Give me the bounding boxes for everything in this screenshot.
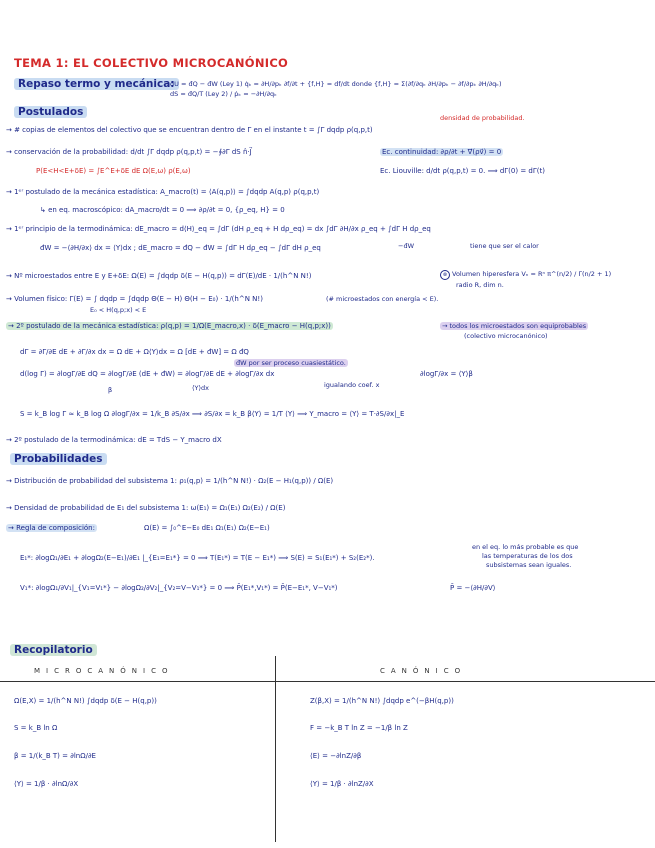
- entropy-eq: S = k_B log Γ ≈ k_B log Ω ∂logΓ/∂x = 1/k_B ∂S/∂x ⟹ ∂S/∂x = k_B β⟨Y⟩ = 1/T ⟨Y⟩ ⟹ Y_macro = ⟨Y⟩ = T·∂S/∂x|_E: [20, 410, 405, 418]
- n-microestados: → Nº microestados entre E y E+δE: Ω(E) = ∫dqdp δ(E − H(q,p)) = dΓ(E)/dE · 1/(h^N N!): [6, 272, 312, 280]
- canon-formula-y: ⟨Y⟩ = 1/β · ∂lnZ/∂X: [310, 780, 374, 788]
- regla-composicion: → Regla de composición:: [8, 524, 95, 532]
- recopilatorio-heading: Recopilatorio: [10, 644, 97, 656]
- micro-column-header: MICROCANÓNICO: [34, 667, 174, 675]
- dw-equation: đW = −⟨∂H/∂x⟩ dx = ⟨Y⟩dx ; dE_macro = đQ − đW = ∫dΓ H dρ_eq − ∫dΓ dH ρ_eq: [40, 244, 321, 252]
- equiprobables: → todos los microestados son equiprobables: [442, 322, 587, 330]
- radio-dim: radio R, dim n.: [456, 281, 504, 289]
- densidad-label: densidad de probabilidad.: [440, 114, 525, 122]
- densidad-e1: → Densidad de probabilidad de E₁ del subsistema 1: ω(E₁) = Ω₁(E₁) Ω₂(E₂) / Ω(E): [6, 504, 286, 512]
- probabilidades-heading: Probabilidades: [10, 453, 107, 465]
- conservacion-line: → conservación de la probabilidad: d/dt ∫Γ dqdp ρ(q,p,t) = −∮∂Γ dS n̂·J⃗: [6, 148, 252, 156]
- igualando-label: igualando coef. x: [324, 381, 380, 389]
- minus-dw: −đW: [398, 242, 414, 250]
- dlog-eq: d(log Γ) = ∂logΓ/∂E dQ = ∂logΓ/∂E (dE + đW) = ∂logΓ/∂E dE + ∂logΓ/∂x dx: [20, 370, 275, 378]
- circle-marker-icon: ⊗: [440, 270, 450, 280]
- header-divider: [0, 681, 655, 682]
- distribucion-line: → Distribución de probabilidad del subsistema 1: ρ₁(q,p) = 1/(h^N N!) · Ω₂(E − H₁(q,p)) / Ω(E): [6, 477, 334, 485]
- tiene-calor: tiene que ser el calor: [470, 242, 539, 250]
- postulado-2-termo: → 2º postulado de la termodinámica: dE = TdS − Y_macro dX: [6, 436, 222, 444]
- repaso-heading: Repaso termo y mecánica:: [14, 78, 179, 90]
- dw-reversible: đW por ser proceso cuasiestático.: [236, 359, 346, 367]
- canon-formula-z: Z(β,X) = 1/(h^N N!) ∫dqdp e^(−βH(q,p)): [310, 697, 454, 705]
- repaso-line-2: dS = đQ/T (Ley 2) / ṗₖ = −∂H/∂qₖ: [170, 90, 277, 98]
- column-divider: [275, 656, 276, 842]
- v1-star-eq: V₁*: ∂logΩ₁/∂V₁|_{V₁=V₁*} − ∂logΩ₂/∂V₂|_{V₂=V−V₁*} = 0 ⟹ P̄(E₁*,V₁*) = P̄(E−E₁*, V−V₁*): [20, 584, 338, 592]
- num-microestados: (# microestados con energía < E).: [326, 295, 439, 303]
- volumen-subscript: E₀ < H(q,p;x) < E: [90, 306, 147, 314]
- postulados-heading: Postulados: [14, 106, 87, 118]
- regla-eq: Ω(E) = ∫₀^E−E₀ dE₁ Ω₁(E₁) Ω₂(E−E₁): [144, 524, 270, 532]
- canon-column-header: CANÓNICO: [380, 667, 467, 675]
- canon-formula-f: F = −k_B T ln Z = −1/β ln Z: [310, 724, 408, 732]
- postulado-2: → 2º postulado de la mecánica estadística: ρ(q,p) = 1/Ω(E_macro,x) · δ(E_macro − H(q,p;x)): [8, 322, 331, 330]
- colectivo-label: (colectivo microcanónico): [464, 332, 548, 340]
- micro-formula-beta: β = 1/(k_B T) = ∂lnΩ/∂E: [14, 752, 96, 760]
- micro-formula-y: ⟨Y⟩ = 1/β · ∂lnΩ/∂X: [14, 780, 79, 788]
- page-title: TEMA 1: EL COLECTIVO MICROCANÓNICO: [14, 56, 289, 70]
- repaso-line-1: dU = đQ − đW (Ley 1) q̇ₖ = ∂H/∂pₖ ∂f/∂t + {f,H} = df/dt donde {f,H} = Σ(∂f/∂qₖ ∂H/∂pₖ − ∂f/∂pₖ ∂H/∂qₖ): [170, 80, 502, 88]
- volumen-fisico: → Volumen físico: Γ(E) = ∫ dqdp = ∫dqdp Θ(E − H) Θ(H − E₀) · 1/(h^N N!): [6, 295, 263, 303]
- volumen-hiperesfera: ⊗ Volumen hiperesfera Vₙ = Rⁿ π^(n/2) / Γ(n/2 + 1): [440, 270, 611, 280]
- copias-line: → # copias de elementos del colectivo que se encuentran dentro de Γ en el instante t = ∫Γ dqdp ρ(q,p,t): [6, 126, 373, 134]
- e1-star-eq: E₁*: ∂logΩ₁/∂E₁ + ∂logΩ₂(E−E₁)/∂E₁ |_{E₁=E₁*} = 0 ⟹ T(E₁*) = T(E − E₁*) ⟹ S(E) = S₁(E₁*) + S₂(E₂*).: [20, 554, 375, 562]
- en-eq-3: subsistemas sean iguales.: [486, 561, 572, 569]
- en-eq-1: en el eq. lo más probable es que: [472, 543, 579, 551]
- postulado-1: → 1ᵉʳ postulado de la mecánica estadística: A_macro(t) = ⟨A(q,p)⟩ = ∫dqdp A(q,p) ρ(q,p,t): [6, 188, 320, 196]
- dgamma-eq: dΓ = ∂Γ/∂E dE + ∂Γ/∂x dx = Ω dE + Ω⟨Y⟩dx = Ω [dE + đW] = Ω đQ: [20, 348, 249, 356]
- ec-continuidad: Ec. continuidad: ∂ρ/∂t + ∇⃗(ρv⃗) = 0: [382, 148, 502, 156]
- pbar-def: P̄ = −⟨∂H/∂V⟩: [450, 584, 496, 592]
- micro-formula-omega: Ω(E,X) = 1/(h^N N!) ∫dqdp δ(E − H(q,p)): [14, 697, 157, 705]
- ec-liouville: Ec. Liouville: d/dt ρ(q,p,t) = 0. ⟹ dΓ(0) = dΓ(t): [380, 167, 545, 175]
- beta-label: β: [108, 386, 113, 394]
- canon-formula-e: ⟨E⟩ = −∂lnZ/∂β: [310, 752, 362, 760]
- en-eq-2: las temperaturas de los dos: [482, 552, 573, 560]
- ydx-label: ⟨Y⟩dx: [192, 384, 210, 392]
- micro-formula-entropy: S = k_B ln Ω: [14, 724, 58, 732]
- principio-1: → 1ᵉʳ principio de la termodinámica: dE_macro = d⟨H⟩_eq = ∫dΓ (dH ρ_eq + H dρ_eq) = dx ∫dΓ ∂H/∂x ρ_eq + ∫dΓ H dρ_eq: [6, 225, 431, 233]
- dlog-result: ∂logΓ/∂x = ⟨Y⟩β: [420, 370, 473, 378]
- prob-definition: P(E<H<E+δE) = ∫E^E+δE dE Ω(E,ω) ρ(E,ω): [36, 167, 191, 175]
- postulado-1-eq: ↳ en eq. macroscópico: dA_macro/dt = 0 ⟹ ∂ρ/∂t = 0, {ρ_eq, H} = 0: [40, 206, 285, 214]
